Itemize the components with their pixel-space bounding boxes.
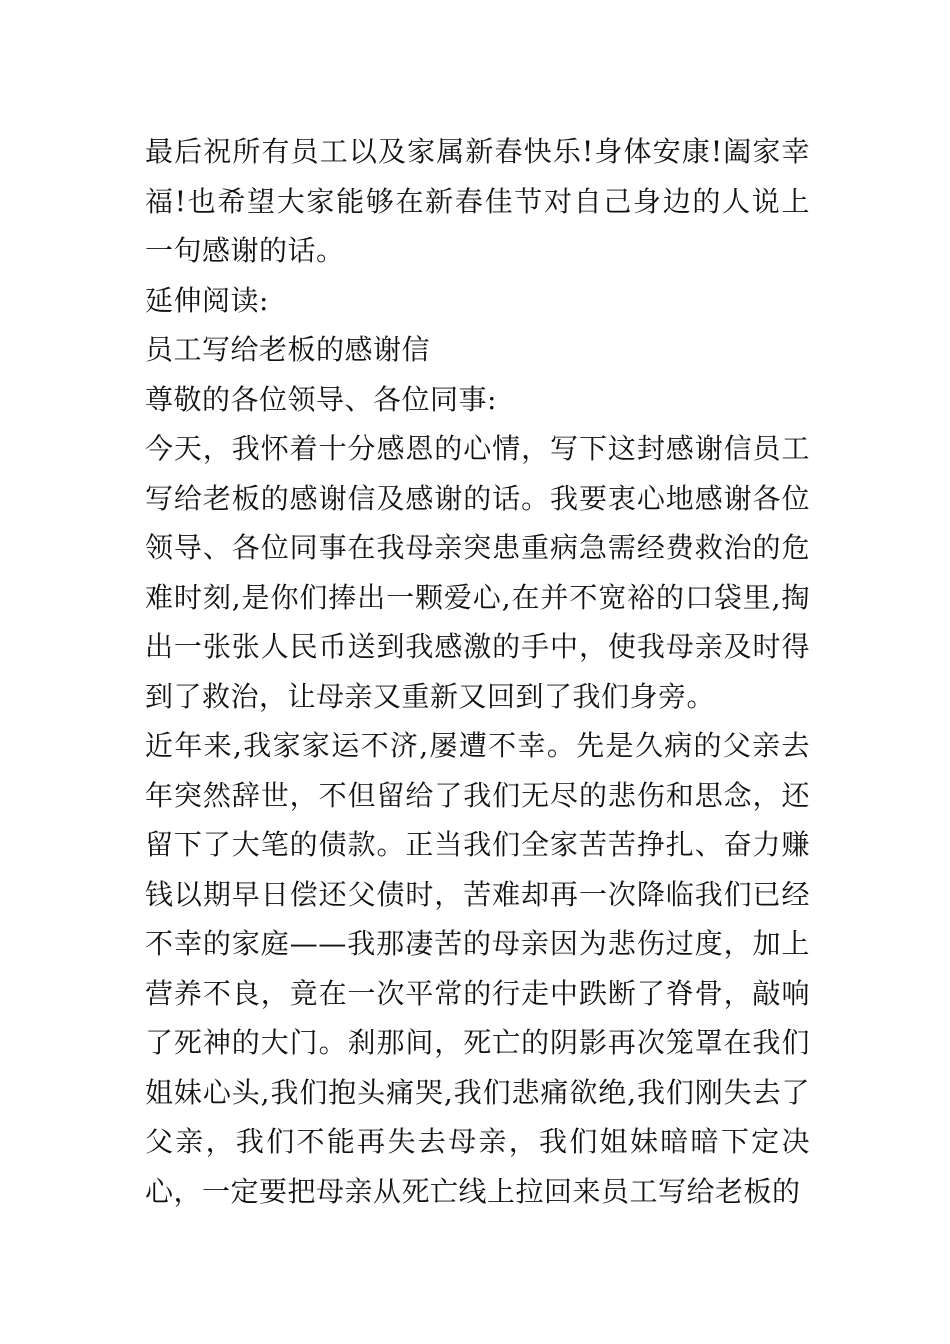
closing-wishes-paragraph: 最后祝所有员工以及家属新春快乐!身体安康!阖家幸福!也希望大家能够在新春佳节对自己身边的人说上一句感谢的话。: [145, 135, 810, 267]
letter-salutation: 尊敬的各位领导、各位同事:: [145, 382, 497, 416]
extended-reading-label: 延伸阅读:: [145, 283, 269, 317]
document-body: [145, 127, 810, 1216]
letter-title: 员工写给老板的感谢信: [145, 333, 431, 366]
letter-paragraph-gratitude: 今天，我怀着十分感恩的心情，写下这封感谢信员工写给老板的感谢信及感谢的话。我要衷心地感谢各位领导、各位同事在我母亲突患重病急需经费救治的危难时刻,是你们捧出一颗爱心,在并不宽裕的口袋里,掏出一张张人民币送到我感激的手中，使我母亲及时得到了救治，让母亲又重新又回到了我们身旁。: [145, 432, 810, 713]
letter-paragraph-family-hardship: 近年来,我家家运不济,屡遭不幸。先是久病的父亲去年突然辞世，不但留给了我们无尽的悲伤和思念，还留下了大笔的债款。正当我们全家苦苦挣扎、奋力赚钱以期早日偿还父债时，苦难却再一次降临我们已经不幸的家庭——我那凄苦的母亲因为悲伤过度，加上营养不良，竟在一次平常的行走中跌断了脊骨，敲响了死神的大门。刹那间，死亡的阴影再次笼罩在我们姐妹心头,我们抱头痛哭,我们悲痛欲绝,我们刚失去了父亲，我们不能再失去母亲，我们姐妹暗暗下定决心，一定要把母亲从死亡线上拉回来员工写给老板的: [145, 729, 810, 1208]
